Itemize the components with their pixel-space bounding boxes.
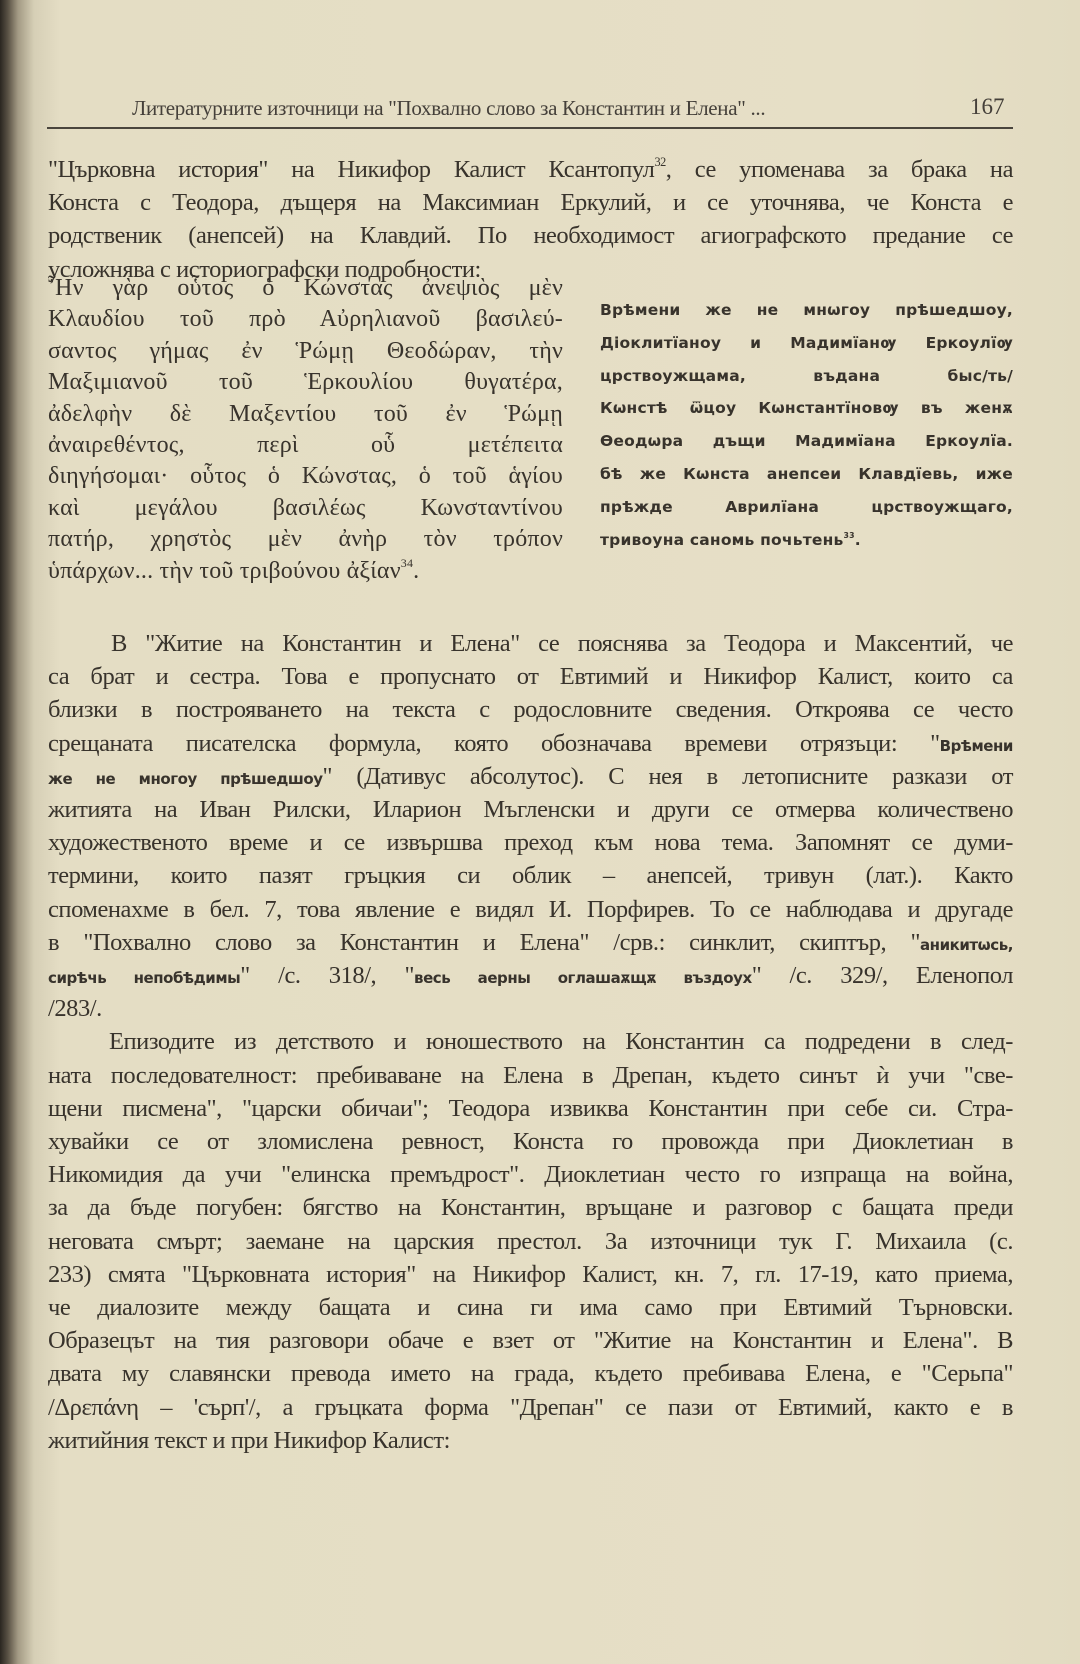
text-run: Μαξιμιανοῦ τοῦ Ἑρκουλίου θυγατέρα,: [48, 369, 563, 396]
text-run: близки в построяването на текста с родословните сведения. Откроява се често: [48, 696, 1013, 724]
text-run: тривоуна саномь почьтень: [600, 530, 844, 549]
text-run: прѣжде Аврилїана црствоужщаго,: [600, 497, 1013, 516]
text-run: Ѳеодѡра дъщи Мадимїана Еркоулїа.: [600, 432, 1013, 451]
greek-quote-line: [48, 433, 563, 457]
paragraph3-line: [48, 1362, 1013, 1387]
text-run: житийния текст и при Никифор Калист:: [48, 1426, 450, 1454]
text-run: ната последователност: пребиваване на Елена в Дрепан, където синът ѝ учи "све-: [48, 1061, 1013, 1089]
slavonic-quote-line: [600, 530, 1013, 549]
text-run: " (Дативус абсолутос). С нея в летописните разкази от: [322, 762, 1013, 790]
footnote-ref: 33: [843, 530, 855, 540]
paragraph2-line: [48, 798, 1013, 823]
text-run: , се упоменава за брака на: [665, 156, 1013, 183]
paragraph3-line: [48, 1196, 1013, 1221]
text-run: ὑπάρχων... τὴν τοῦ τριβούνου ἀξίαν: [48, 557, 401, 584]
paragraph2-line: [48, 864, 1013, 889]
text-run: πατήρ, χρηστὸς μὲν ἀνὴρ τὸν τρόπον: [48, 526, 563, 553]
paragraph3-line: [109, 1030, 1013, 1055]
greek-quote-line: [48, 339, 563, 363]
paragraph1-line: [48, 154, 1013, 183]
greek-quote-line: [48, 370, 563, 394]
slavonic-quote-line: [600, 497, 1013, 516]
text-run: σαντος γήμας ἐν Ῥώμῃ Θεοδώραν, τὴν: [48, 337, 563, 364]
paragraph3-line: [48, 1061, 1013, 1089]
greek-quote-line: [48, 307, 563, 331]
text-run: Никомидия да учи "елинска премъдрост". Диоклетиан често го изпраща на война,: [48, 1161, 1013, 1189]
text-run: В "Житие на Константин и Елена" се пояснява за Теодора и Максентий, че: [111, 630, 1013, 657]
text-run: ἀναιρεθέντος, περὶ οὗ μετέπειτα: [48, 432, 563, 458]
text-run: διηγήσομαι· οὗτος ὁ Κώνστας, ὁ τοῦ ἁγίου: [48, 463, 563, 490]
text-run: " /с. 318/, ": [240, 962, 415, 989]
text-run: Епизодите из детството и юношеството на Константин са подредени в след-: [109, 1028, 1013, 1056]
text-run: Образецът на тия разговори обаче е взет от "Житие на Константин и Елена". В: [48, 1327, 1013, 1355]
text-run: .: [413, 557, 420, 584]
greek-quote-line: [48, 276, 563, 300]
text-run: че диалозите между бащата и сина ги има само при Евтимий Търновски.: [48, 1294, 1013, 1321]
slavonic-citation: Врѣмени: [939, 736, 1013, 755]
paragraph2-line: [48, 895, 1013, 923]
greek-quote-line: [48, 402, 563, 426]
text-run: споменахме в бел. 7, това явление е видял И. Порфирев. То се наблюдава и другаде: [48, 895, 1013, 923]
page-number: 167: [970, 94, 1005, 119]
text-run: καὶ μεγάλου βασιλέως Κωνσταντίνου: [48, 494, 563, 521]
slavonic-citation: сирѣчь непобѣдимы: [48, 969, 241, 987]
text-run: художественото време и се извършва преход към нова тема. Запомнят се думи-: [48, 829, 1013, 857]
text-run: Врѣмени же не мнѡгоу прѣшедшоу,: [600, 301, 1013, 319]
text-run: неговата смърт; заемане на царския престол. За източници тук Г. Михаила (с.: [48, 1227, 1013, 1255]
greek-quote-line: [48, 464, 563, 488]
slavonic-quote-line: [600, 303, 1013, 319]
paragraph2-line: [48, 698, 1013, 723]
paragraph3-line: [48, 1260, 1013, 1288]
text-run: /283/.: [48, 995, 102, 1023]
text-run: бѣ же Кѡнста анепсеи Клавдїевь, иже: [600, 465, 1013, 483]
text-run: црствоужщама, въдана быс/ть/: [600, 366, 1013, 385]
text-run: " /с. 329/, Еленопол: [751, 962, 1013, 989]
text-run: 233) смята "Църковната история" на Никифор Калист, кн. 7, гл. 17-19, като приема,: [48, 1260, 1013, 1288]
text-run: термини, които пазят гръцкия си облик – анепсей, тривун (лат.). Както: [48, 862, 1013, 890]
greek-quote-line: [48, 527, 563, 551]
paragraph1-line: [48, 191, 1013, 216]
slavonic-quote-line: [600, 401, 1013, 417]
slavonic-citation: весь аерны оглашаѫщѫ въздоух: [414, 969, 752, 987]
paragraph3-line: [48, 1393, 1013, 1421]
paragraph1-line: [48, 224, 1013, 249]
paragraph2-line: [48, 964, 1013, 989]
slavonic-quote-line: [600, 366, 1013, 385]
header-rule: [47, 127, 1013, 129]
text-run: щени писмена", "царски обичаи"; Теодора извиква Константин при себе си. Стра-: [48, 1094, 1013, 1122]
text-run: родственик (анепсей) на Клавдий. По необходимост агиографското предание се: [48, 222, 1013, 250]
paragraph3-line: [48, 1329, 1013, 1354]
text-run: Діоклитїаноу и Мадимїанѹ Еркоулїѹ: [600, 333, 1013, 352]
paragraph2-line: [111, 632, 1013, 657]
paragraph3-line: [48, 1296, 1013, 1321]
paragraph3-line: [48, 1094, 1013, 1122]
paragraph2-line: [48, 762, 1013, 790]
paragraph2-line: [48, 928, 1013, 956]
text-run: срещаната писателска формула, която обозначава времеви отрязъци: ": [48, 729, 940, 757]
slavonic-quote-line: [600, 467, 1013, 483]
text-run: за да бъде погубен: бягство на Константин, връщане и разговор с бащата преди: [48, 1194, 1013, 1222]
paragraph3-line: [48, 1163, 1013, 1188]
text-run: Кѡнстѣ ѿцоу Кѡнстантїновѹ въ женѫ: [600, 399, 1013, 418]
text-run: усложнява с историографски подробности:: [48, 255, 481, 283]
paragraph2-line: [48, 729, 1013, 757]
text-run: /Δρεπάνη – 'сърп'/, а гръцката форма "Дрепан" се пази от Евтимий, както е в: [48, 1393, 1013, 1421]
text-run: са брат и сестра. Това е пропуснато от Евтимий и Никифор Калист, които са: [48, 663, 1013, 691]
text-run: .: [854, 530, 861, 549]
paragraph3-line: [48, 1227, 1013, 1255]
text-run: в "Похвално слово за Константин и Елена" /срв.: синклит, скиптър, ": [48, 928, 920, 956]
paragraph3-line: [48, 1130, 1013, 1155]
text-run: житията на Иван Рилски, Иларион Мъгленски и други се отмерва количествено: [48, 796, 1013, 823]
text-run: хувайки се от зломислена ревност, Конста го провожда при Диоклетиан в: [48, 1128, 1013, 1155]
slavonic-citation: же не многоу прѣшедшоу: [48, 769, 323, 788]
slavonic-citation: аникитѡсь,: [920, 935, 1013, 954]
paragraph2-line: [48, 831, 1013, 856]
text-run: двата му славянски превода името на града, където пребивава Елена, е "Серьпа": [48, 1360, 1013, 1388]
slavonic-quote-line: [600, 434, 1013, 450]
text-run: "Църковна история" на Никифор Калист Ксантопул: [48, 156, 655, 183]
footnote-ref: 34: [400, 555, 414, 570]
footnote-ref: 32: [654, 154, 666, 169]
greek-quote-line: [48, 555, 563, 584]
text-run: ἀδελφὴν δὲ Μαξεντίου τοῦ ἐν Ῥώμῃ: [48, 400, 563, 427]
text-run: Ἦν γὰρ οὗτος ὁ Κώνστας ἀνεψιὸς μὲν: [48, 275, 563, 301]
slavonic-quote-line: [600, 333, 1013, 352]
greek-quote-line: [48, 496, 563, 520]
paragraph3-line: [48, 1426, 1013, 1454]
paragraph2-line: [48, 665, 1013, 690]
running-title: Литературните източници на "Похвално слово за Константин и Елена" ...: [132, 96, 766, 120]
text-run: Конста с Теодора, дъщеря на Максимиан Еркулий, и се уточнява, че Конста е: [48, 189, 1013, 217]
text-run: Κλαυδίου τοῦ πρὸ Αὐρηλιανοῦ βασιλεύ-: [48, 306, 563, 333]
paragraph2-line: [48, 997, 1013, 1022]
